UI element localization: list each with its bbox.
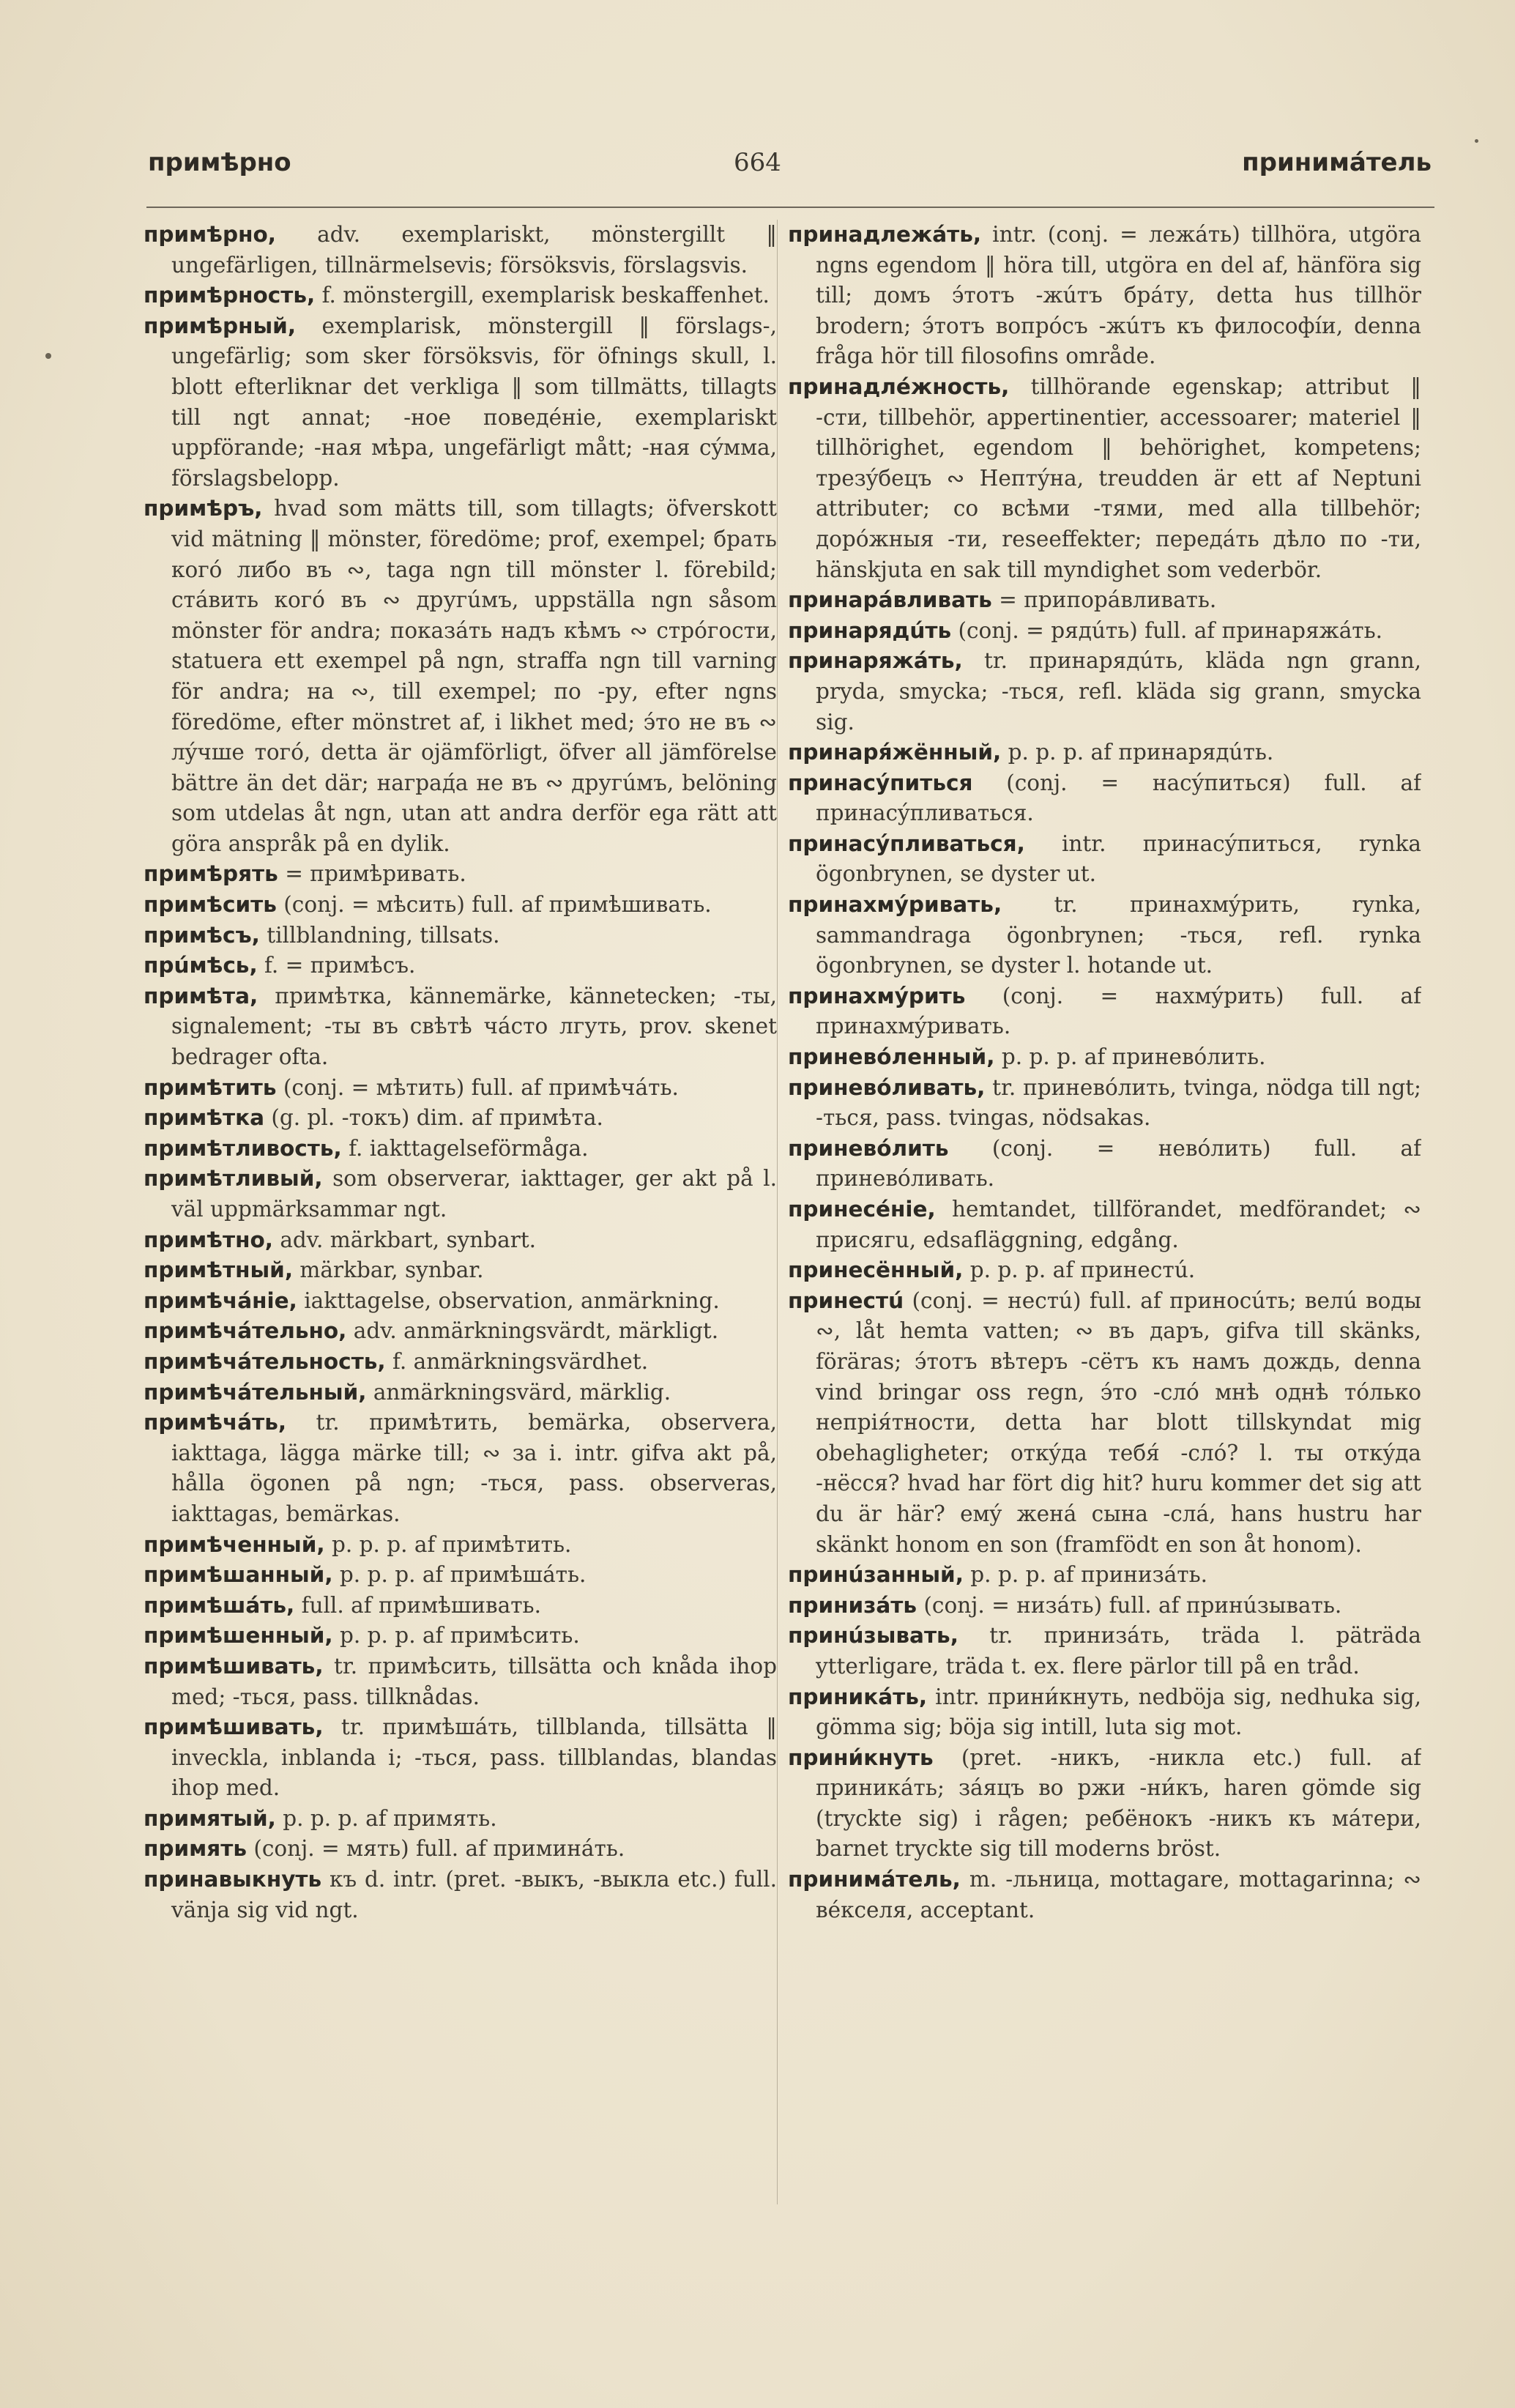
paper-spot	[45, 353, 51, 359]
entry-headword: принадлежáть,	[788, 222, 982, 247]
entry-definition: intr. принасýпиться, rynka ögonbrynen, se dyster ut.	[816, 830, 1421, 887]
dictionary-entry	[788, 1194, 1421, 1255]
entry-headword: примѣчáтельный,	[144, 1379, 367, 1405]
entry-definition: (conj. = нево́лить) full. af принево́ливать.	[816, 1135, 1421, 1192]
dictionary-entry	[144, 981, 777, 1073]
dictionary-entry	[144, 1560, 777, 1591]
entry-headword: примѣсъ,	[144, 922, 260, 948]
entry-headword: примятый,	[144, 1805, 276, 1831]
entry-definition: tr. примѣсить, tillsätta och knåda ihop med; -ться, pass. tillknådas.	[171, 1653, 777, 1709]
dictionary-entry	[788, 1073, 1421, 1134]
entry-definition: (conj. = нестú) full. af приносúть; велú воды ∾, låt hemta vatten; ∾ въ даръ, gifva till skänks, föräras; э́тотъ вѣтеръ -сётъ къ намъ дождь, denna vind bringar oss regn, э́то -сло́ мнѣ однѣ то́лько непрія́тности, detta har blott tillskyndat mig obehagligheter; откýда тебя́ -сло́? l. ты откýда -нёсся? hvad har fört dig hit? huru kommer det sig att du är här? емý женá сына -слá, hans hustru har skänkt honom en son (framfödt en son åt honom).	[816, 1287, 1421, 1557]
entry-headword: принасýпиться	[788, 770, 973, 795]
entry-headword: примѣчáніе,	[144, 1287, 297, 1313]
dictionary-entry	[144, 1316, 777, 1347]
dictionary-entry	[788, 1743, 1421, 1865]
running-head-right: принимáтель	[1242, 148, 1432, 177]
entry-definition: p. p. p. af принизáть.	[963, 1562, 1208, 1588]
header-rule	[146, 207, 1434, 208]
dictionary-entry	[144, 1712, 777, 1804]
entry-headword: принево́ленный,	[788, 1044, 995, 1070]
entry-definition: (conj. = мять) full. af приминáть.	[246, 1836, 625, 1862]
entry-headword: принаря́жённый,	[788, 740, 1002, 765]
entry-definition: adv. anmärkningsvärdt, märkligt.	[346, 1318, 719, 1344]
entry-definition: tr. принево́лить, tvinga, nödga till ngt; -ться, pass. tvingas, nödsakas.	[816, 1074, 1421, 1131]
entry-definition: f. anmärkningsvärdhet.	[385, 1348, 649, 1374]
entry-headword: примѣрный,	[144, 313, 297, 338]
entry-definition: tr. принахмýрить, rynka, sammandraga ögonbrynen; -ться, refl. rynka ögonbrynen, se dyster l. hotande ut.	[816, 892, 1421, 978]
entry-definition: iakttagelse, observation, anmärkning.	[297, 1287, 720, 1313]
entry-definition: (conj. = нахмýрить) full. af принахмýривать.	[816, 983, 1421, 1039]
dictionary-entry	[144, 1255, 777, 1286]
entry-headword: примѣченный,	[144, 1531, 325, 1557]
entry-headword: примѣтливый,	[144, 1166, 323, 1192]
entry-definition: (conj. = мѣтить) full. af примѣчáть.	[276, 1074, 679, 1100]
entry-headword: принестú	[788, 1287, 904, 1313]
dictionary-entry	[788, 646, 1421, 737]
entry-headword: принарядúть	[788, 617, 952, 643]
entry-headword: примѣшивать,	[144, 1714, 324, 1740]
dictionary-entry	[144, 1591, 777, 1621]
dictionary-entry	[144, 1103, 777, 1134]
entry-headword: принесéніе,	[788, 1197, 936, 1222]
entry-definition: p. p. p. af принарядúть.	[1001, 740, 1274, 765]
entry-definition: tr. примѣтить, bemärka, observera, iakttaga, lägga märke till; ∾ за i. intr. gifva akt på, hålla ögonen på ngn; -ться, pass. observeras, iakttagas, bemärkas.	[171, 1410, 777, 1526]
entry-definition: (conj. = мѣсить) full. af примѣшивать.	[276, 892, 712, 918]
entry-definition: p. p. p. af принево́лить.	[994, 1044, 1266, 1070]
entry-definition: hemtandet, tillförandet, medförandet; ∾ присягu, edsafläggning, edgång.	[816, 1197, 1421, 1252]
dictionary-entry	[144, 1073, 777, 1104]
dictionary-entry	[144, 1621, 777, 1651]
entry-headword: примѣрять	[144, 861, 278, 887]
entry-headword: примѣсить	[144, 892, 277, 918]
entry-headword: примѣчáть,	[144, 1410, 287, 1435]
dictionary-entry	[144, 1408, 777, 1529]
entry-headword: примѣтный,	[144, 1257, 294, 1283]
entry-headword: принарáвливать	[788, 587, 992, 613]
dictionary-entry	[788, 1134, 1421, 1194]
dictionary-entry	[144, 1834, 777, 1865]
entry-definition: hvad som mätts till, som tillagts; öfverskott vid mätning ‖ mönster, föredöme; prof, exempel; брать когó либо въ ∾, taga ngn till mönster l. förebild; стáвить когó въ ∾ другúмъ, uppställa ngn såsom mönster för andra; показáть надъ кѣмъ ∾ стрóгости, statuera ett exempel på ngn, straffa ngn till varning för andra; на ∾, till exempel; по -ру, efter ngns föredöme, efter mönstret af, i likhet med; э́то не въ ∾ лýчше тогó, detta är ojämförligt, öfver all jämförelse bättre än det där; наград́а не въ ∾ другúмъ, belöning som utdelas åt ngn, utan att andra derför ega rätt att göra anspråk på en dylik.	[171, 496, 777, 856]
entry-definition: примѣтка, kännemärke, kännetecken; -ты, signalement; -ты въ свѣтѣ чáсто лгуть, prov. skenet bedrager ofta.	[171, 983, 777, 1070]
right-column	[788, 220, 1421, 2212]
entry-headword: примѣръ,	[144, 496, 263, 521]
dictionary-entry	[144, 1225, 777, 1256]
dictionary-entry	[144, 1286, 777, 1317]
paper-spot	[1475, 139, 1478, 143]
entry-headword: примѣтливость,	[144, 1135, 342, 1161]
entry-headword: принавыкнуть	[144, 1867, 322, 1892]
entry-definition: f. = примѣсъ.	[257, 953, 416, 978]
entry-headword: примѣчáтельность,	[144, 1348, 386, 1374]
entry-definition: tr. принизáть, träda l. päträda ytterligare, träda t. ex. flere pärlor till på en tråd.	[816, 1623, 1421, 1679]
dictionary-entry	[788, 1286, 1421, 1560]
entry-definition: p. p. p. af принестú.	[963, 1257, 1196, 1283]
dictionary-entry	[788, 220, 1421, 372]
dictionary-entry	[788, 737, 1421, 768]
entry-definition: anmärkningsvärd, märklig.	[366, 1379, 671, 1405]
entry-definition: къ d. intr. (pret. -выкъ, -выкла etc.) full. vänja sig vid ngt.	[171, 1867, 777, 1922]
entry-definition: = примѣривать.	[278, 861, 466, 887]
entry-headword: примѣчáтельно,	[144, 1318, 347, 1344]
entry-headword: принасýпливаться,	[788, 830, 1025, 856]
entry-headword: принахмýрить	[788, 983, 966, 1008]
dictionary-entry	[144, 921, 777, 951]
entry-headword: примѣшáть,	[144, 1592, 295, 1618]
entry-definition: p. p. p. af примять.	[275, 1805, 497, 1831]
dictionary-entry	[788, 1042, 1421, 1073]
entry-headword: примять	[144, 1836, 247, 1862]
dictionary-entry	[788, 585, 1421, 616]
dictionary-entry	[788, 616, 1421, 647]
dictionary-entry	[788, 981, 1421, 1042]
entry-definition: tr. принарядúть, kläda ngn grann, pryda, smycka; -ться, refl. kläda sig grann, smycka sig.	[816, 648, 1421, 735]
entry-headword: примѣтно,	[144, 1227, 273, 1252]
dictionary-entry	[144, 1378, 777, 1408]
entry-definition: adv. märkbart, synbart.	[272, 1227, 537, 1252]
entry-definition: (conj. = насýпиться) full. af принасýпливаться.	[816, 770, 1421, 826]
dictionary-entry	[788, 1865, 1421, 1925]
column-divider	[777, 220, 778, 2204]
entry-definition: tillhörande egenskap; attribut ‖ -сти, tillbehör, appertinentier, accessoarer; materiel ‖ tillhörighet, egendom ‖ behörighet, kompetens; трезýбецъ ∾ Нептýна, treudden är ett af Neptuni attributer; со всѣми -тями, med alla tillbehör; дорóжныя -ти, reseeffekter; передáть дѣло по -ти, hänskjuta en sak till myndighet som vederbör.	[816, 374, 1421, 582]
entry-headword: прини́кнуть	[788, 1744, 934, 1770]
dictionary-entry	[144, 890, 777, 921]
entry-headword: принимáтель,	[788, 1867, 961, 1892]
dictionary-entry	[788, 1682, 1421, 1743]
dictionary-entry	[144, 1804, 777, 1835]
entry-definition: (pret. -никъ, -никла etc.) full. af приникáть; зáяцъ во ржи -ни́къ, haren gömde sig (tryckte sig) i rågen; ребёнокъ -никъ къ мáтери, barnet tryckte sig till moderns bröst.	[816, 1744, 1421, 1862]
entry-definition: adv. exemplariskt, mönstergillt ‖ ungefärligen, tillnärmelsevis; försöksvis, förslagsvis.	[171, 222, 777, 278]
entry-definition: (g. pl. -токъ) dim. af примѣта.	[264, 1105, 603, 1131]
dictionary-entry	[144, 1134, 777, 1164]
page-number: 664	[734, 148, 781, 177]
dictionary-entry	[788, 829, 1421, 890]
entry-definition: full. af примѣшивать.	[294, 1592, 541, 1618]
entry-definition: exemplarisk, mönstergill ‖ förslags-, ungefärlig; som sker försöksvis, för öfnings skull, l. blott efterliknar det verkliga ‖ som tillmätts, tillagts till ngt annat; -ное поведéніе, exemplariskt uppförande; -ная мѣра, ungefärligt mått; -ная сýмма, förslagsbelopp.	[171, 313, 777, 491]
dictionary-entry	[788, 890, 1421, 981]
entry-definition: tr. примѣшáть, tillblanda, tillsätta ‖ inveckla, inblanda i; -ться, pass. tillblandas, blandas ihop med.	[171, 1714, 777, 1801]
entry-headword: примѣшивать,	[144, 1653, 324, 1679]
entry-headword: примѣрно,	[144, 222, 276, 247]
dictionary-entry	[144, 1865, 777, 1925]
dictionary-entry	[144, 1164, 777, 1225]
entry-definition: som observerar, iakttager, ger akt på l. väl uppmärksammar ngt.	[171, 1166, 777, 1222]
entry-headword: принúзывать,	[788, 1623, 958, 1649]
dictionary-entry	[788, 1621, 1421, 1681]
entry-definition: p. p. p. af примѣтить.	[324, 1531, 572, 1557]
dictionary-entry	[788, 1591, 1421, 1621]
entry-definition: = припорáвливать.	[991, 587, 1217, 613]
dictionary-entry	[144, 951, 777, 981]
entry-definition: intr. (conj. = лежáть) tillhöra, utgöra ngns egendom ‖ höra till, utgöra en del af, hänföra sig till; домъ э́тотъ -жúтъ брáту, detta hus tillhör brodern; э́тотъ вопрóсъ -жúтъ къ философíи, denna fråga hör till filosofins område.	[816, 222, 1421, 369]
entry-definition: (conj. = низáть) full. af принúзывать.	[917, 1592, 1342, 1618]
entry-headword: принево́лить	[788, 1135, 949, 1161]
dictionary-entry	[144, 859, 777, 890]
entry-headword: примѣшанный,	[144, 1562, 333, 1588]
entry-headword: примѣтить	[144, 1074, 277, 1100]
entry-headword: принево́ливать,	[788, 1074, 986, 1100]
dictionary-entry	[788, 1255, 1421, 1286]
entry-definition: tillblandning, tillsats.	[259, 922, 500, 948]
entry-headword: принизáть	[788, 1592, 917, 1618]
dictionary-entry	[788, 768, 1421, 829]
dictionary-entry	[144, 494, 777, 859]
running-head-left: примѣрно	[148, 148, 291, 177]
dictionary-entry	[144, 220, 777, 280]
dictionary-entry	[788, 372, 1421, 585]
entry-headword: принесённый,	[788, 1257, 964, 1283]
entry-headword: примѣтка	[144, 1105, 265, 1131]
entry-definition: f. mönstergill, exemplarisk beskaffenhet.	[315, 283, 770, 308]
entry-definition: märkbar, synbar.	[293, 1257, 484, 1283]
entry-headword: принаряжáть,	[788, 648, 963, 674]
dictionary-entry	[788, 1560, 1421, 1591]
dictionary-entry	[144, 280, 777, 311]
entry-headword: примѣшенный,	[144, 1623, 333, 1649]
entry-headword: приникáть,	[788, 1684, 928, 1709]
entry-definition: p. p. p. af примѣшáть.	[332, 1562, 587, 1588]
entry-definition: intr. прини́кнуть, nedböja sig, nedhuka sig, gömma sig; böja sig intill, luta sig mot.	[816, 1684, 1421, 1740]
entry-headword: прúмѣсь,	[144, 953, 258, 978]
entry-definition: (conj. = рядúть) full. af принаряжáть.	[951, 617, 1383, 643]
entry-definition: f. iakttagelseförmåga.	[341, 1135, 589, 1161]
dictionary-entry	[144, 1347, 777, 1378]
dictionary-entry	[144, 1530, 777, 1561]
dictionary-entry	[144, 311, 777, 494]
entry-headword: принúзанный,	[788, 1562, 964, 1588]
entry-headword: примѣрность,	[144, 283, 316, 308]
dictionary-entry	[144, 1651, 777, 1712]
entry-headword: принадлéжность,	[788, 374, 1010, 399]
entry-definition: p. p. p. af примѣсить.	[332, 1623, 580, 1649]
entry-headword: принахмýривать,	[788, 892, 1002, 918]
entry-headword: примѣта,	[144, 983, 258, 1008]
left-column	[144, 220, 777, 2212]
entry-definition: m. -льница, mottagare, mottagarinna; ∾ вéкселя, acceptant.	[816, 1867, 1421, 1922]
